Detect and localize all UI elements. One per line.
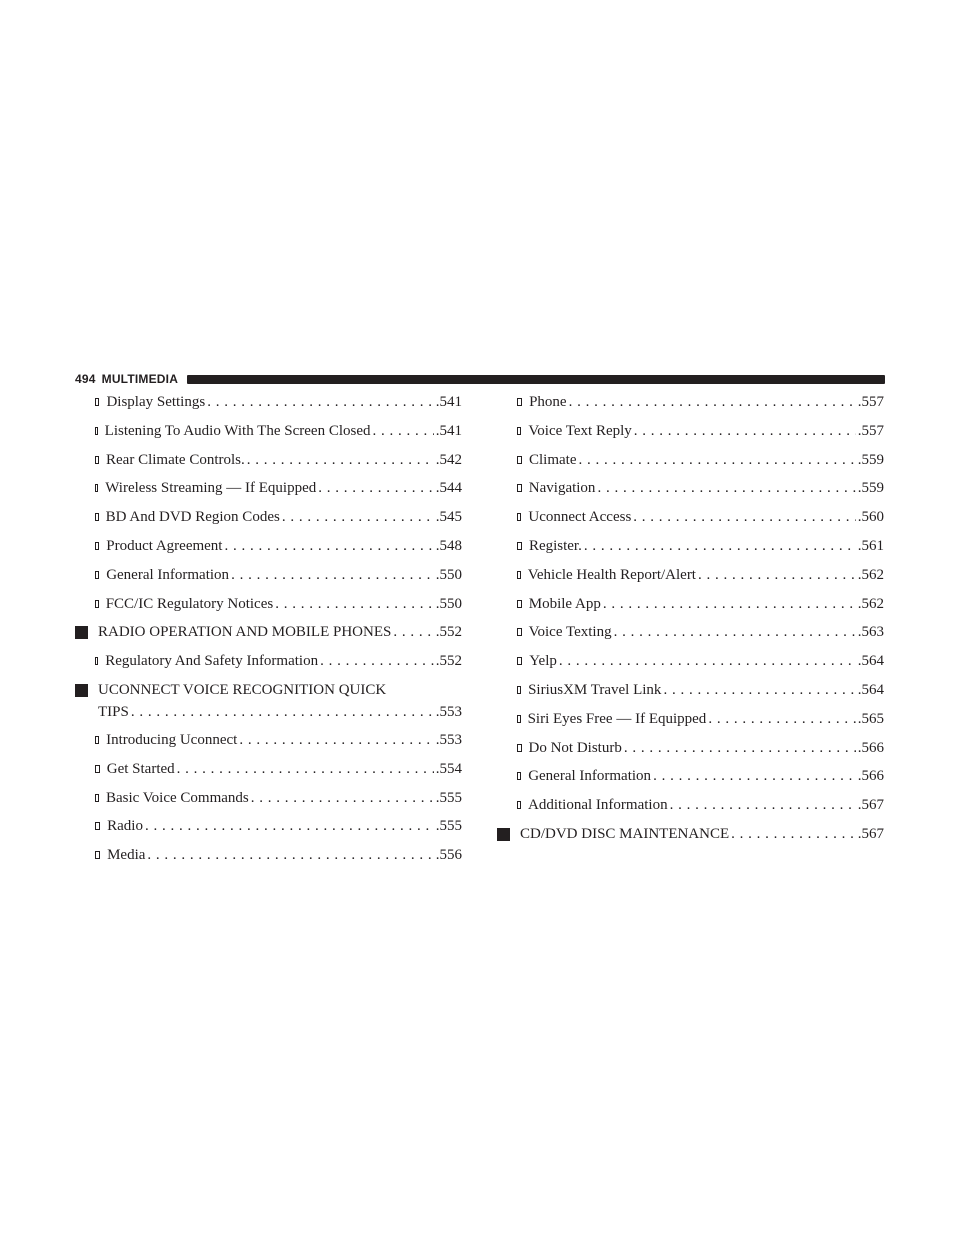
toc-right-column — [497, 391, 884, 852]
toc-left-column — [75, 391, 462, 873]
dot-leader — [282, 506, 434, 528]
toc-entry-label: Climate — [528, 451, 577, 468]
sub-bullet-icon — [95, 822, 100, 830]
toc-entry-vehicle-health-report[interactable] — [497, 564, 884, 593]
dot-leader — [698, 564, 856, 586]
sub-bullet-icon — [517, 484, 522, 492]
toc-entry-label: SiriusXM Travel Link — [528, 681, 662, 698]
toc-entry-mobile-app[interactable] — [497, 593, 884, 622]
toc-entry-page: .554 — [435, 760, 462, 777]
toc-entry-radio[interactable] — [75, 815, 462, 844]
toc-entry-page: .566 — [857, 739, 884, 756]
dot-leader — [177, 758, 434, 780]
toc-entry-page: .559 — [857, 480, 884, 497]
toc-entry-page: .545 — [435, 509, 462, 526]
dot-leader — [207, 391, 434, 413]
sub-bullet-icon — [517, 456, 522, 464]
toc-entry-basic-voice-commands[interactable] — [75, 787, 462, 816]
dot-leader — [578, 449, 855, 471]
toc-entry-page: .553 — [435, 703, 462, 720]
toc-entry-label: Listening To Audio With The Screen Closed — [104, 422, 371, 439]
toc-entry-label: Mobile App — [528, 595, 601, 612]
toc-entry-cd-dvd-maintenance[interactable] — [497, 823, 884, 852]
toc-entry-page: .562 — [857, 595, 884, 612]
toc-entry-label: Vehicle Health Report/Alert — [527, 566, 696, 583]
dot-leader — [663, 679, 855, 701]
dot-leader — [569, 391, 856, 413]
toc-entry-page: .552 — [435, 624, 462, 641]
main-bullet-icon — [75, 626, 88, 639]
toc-entry-page: .563 — [857, 624, 884, 641]
header-rule — [187, 375, 885, 384]
main-bullet-icon — [497, 828, 510, 841]
sub-bullet-icon — [517, 715, 521, 723]
toc-entry-page: .564 — [857, 653, 884, 670]
toc-entry-page: .548 — [435, 537, 462, 554]
toc-entry-page: .550 — [435, 595, 462, 612]
toc-entry-page: .541 — [435, 422, 462, 439]
toc-entry-page: .561 — [857, 537, 884, 554]
dot-leader — [275, 593, 434, 615]
toc-entry-phone[interactable] — [497, 391, 884, 420]
toc-entry-uconnect-voice-tips[interactable] — [75, 679, 462, 729]
sub-bullet-icon — [95, 765, 100, 773]
toc-entry-listening-screen-closed[interactable] — [75, 420, 462, 449]
dot-leader — [224, 535, 433, 557]
toc-entry-page: .553 — [435, 731, 462, 748]
toc-entry-label: Siri Eyes Free — If Equipped — [527, 710, 707, 727]
toc-entry-regulatory-safety[interactable] — [75, 650, 462, 679]
toc-entry-product-agreement[interactable] — [75, 535, 462, 564]
sub-bullet-icon — [95, 657, 98, 665]
sub-bullet-icon — [517, 744, 522, 752]
toc-entry-label: Product Agreement — [106, 537, 223, 554]
sub-bullet-icon — [95, 456, 99, 464]
toc-entry-label: Additional Information — [528, 797, 668, 814]
dot-leader — [372, 420, 433, 442]
sub-bullet-icon — [517, 628, 522, 636]
dot-leader — [231, 564, 434, 586]
toc-entry-page: .550 — [435, 566, 462, 583]
sub-bullet-icon — [95, 484, 98, 492]
toc-entry-page: .556 — [435, 847, 462, 864]
toc-entry-page: .557 — [857, 394, 884, 410]
dot-leader — [731, 823, 856, 845]
toc-entry-media[interactable] — [75, 844, 462, 873]
toc-entry-display-settings[interactable] — [75, 391, 462, 420]
dot-leader — [131, 701, 434, 723]
toc-entry-page: .542 — [435, 451, 462, 468]
toc-entry-page: .567 — [857, 797, 884, 814]
toc-entry-label: TIPS — [98, 703, 129, 720]
toc-entry-wireless-streaming[interactable] — [75, 477, 462, 506]
sub-bullet-icon — [95, 600, 99, 608]
dot-leader — [670, 794, 856, 816]
sub-bullet-icon — [517, 801, 521, 809]
toc-entry-label-line1: UCONNECT VOICE RECOGNITION QUICK — [98, 681, 387, 698]
dot-leader — [653, 765, 856, 787]
toc-entry-label: Uconnect Access — [528, 509, 632, 526]
dot-leader — [559, 650, 856, 672]
sub-bullet-icon — [95, 398, 99, 406]
dot-leader — [614, 621, 856, 643]
toc-entry-page: .557 — [857, 422, 884, 439]
toc-entry-label: Introducing Uconnect — [106, 731, 238, 748]
toc-entry-yelp[interactable] — [497, 650, 884, 679]
toc-entry-siriusxm-travel-link[interactable] — [497, 679, 884, 708]
sub-bullet-icon — [517, 513, 521, 521]
toc-entry-label: Regulatory And Safety Information — [105, 653, 319, 670]
toc-entry-page: .565 — [857, 710, 884, 727]
toc-entry-label: Yelp — [529, 653, 557, 670]
toc-entry-page: .552 — [435, 653, 462, 670]
toc-entry-navigation[interactable] — [497, 477, 884, 506]
toc-entry-voice-text-reply[interactable] — [497, 420, 884, 449]
toc-entry-siri-eyes-free[interactable] — [497, 708, 884, 737]
toc-entry-label: Radio — [107, 818, 143, 835]
toc-entry-label: CD/DVD DISC MAINTENANCE — [520, 825, 730, 842]
toc-entry-label: General Information — [528, 768, 652, 785]
dot-leader — [584, 535, 856, 557]
sub-bullet-icon — [95, 542, 99, 550]
toc-entry-page: .564 — [857, 681, 884, 698]
sub-bullet-icon — [95, 427, 98, 435]
running-head — [75, 372, 885, 386]
toc-entry-fcc-ic-notices[interactable] — [75, 593, 462, 622]
toc-entry-rear-climate-controls[interactable] — [75, 449, 462, 478]
toc-entry-page: .541 — [435, 394, 462, 410]
dot-leader — [145, 815, 434, 837]
toc-entry-climate[interactable] — [497, 449, 884, 478]
toc-entry-label: Display Settings — [106, 394, 206, 410]
toc-entry-label: Voice Text Reply — [528, 422, 632, 439]
toc-entry-page: .562 — [857, 566, 884, 583]
sub-bullet-icon — [95, 851, 100, 859]
toc-entry-additional-information[interactable] — [497, 794, 884, 823]
toc-entry-label: Register. — [528, 537, 582, 554]
toc-entry-label: Voice Texting — [528, 624, 612, 641]
sub-bullet-icon — [517, 772, 521, 780]
sub-bullet-icon — [517, 600, 522, 608]
main-bullet-icon — [75, 684, 88, 697]
sub-bullet-icon — [517, 571, 521, 579]
dot-leader — [239, 729, 433, 751]
toc-entry-uconnect-access[interactable] — [497, 506, 884, 535]
toc-entry-page: .555 — [435, 818, 462, 835]
dot-leader — [603, 593, 856, 615]
toc-entry-page: .555 — [435, 789, 462, 806]
dot-leader — [318, 477, 433, 499]
toc-entry-get-started[interactable] — [75, 758, 462, 787]
dot-leader — [634, 420, 856, 442]
toc-entry-label: FCC/IC Regulatory Notices — [105, 595, 274, 612]
sub-bullet-icon — [517, 657, 522, 665]
dot-leader — [320, 650, 434, 672]
sub-bullet-icon — [95, 736, 99, 744]
toc-entry-bd-dvd-region-codes[interactable] — [75, 506, 462, 535]
dot-leader — [633, 506, 855, 528]
dot-leader — [624, 737, 856, 759]
toc-entry-voice-texting[interactable] — [497, 621, 884, 650]
section-title: MULTIMEDIA — [101, 372, 179, 386]
sub-bullet-icon — [517, 686, 521, 694]
toc-entry-label: Media — [107, 847, 146, 864]
toc-entry-label: Rear Climate Controls. — [106, 451, 245, 468]
sub-bullet-icon — [517, 542, 522, 550]
toc-entry-label: Do Not Disturb — [528, 739, 622, 756]
toc-entry-label: Get Started — [106, 760, 175, 777]
toc-entry-page: .566 — [857, 768, 884, 785]
toc-entry-label: General Information — [106, 566, 230, 583]
dot-leader — [597, 477, 855, 499]
toc-entry-general-information[interactable] — [75, 564, 462, 593]
page-number: 494 — [75, 372, 96, 386]
toc-entry-label: Phone — [529, 394, 567, 410]
sub-bullet-icon — [95, 794, 99, 802]
dot-leader — [708, 708, 855, 730]
toc-entry-label: Wireless Streaming — If Equipped — [105, 480, 317, 497]
dot-leader — [251, 787, 434, 809]
toc-entry-do-not-disturb[interactable] — [497, 737, 884, 766]
toc-entry-page: .567 — [857, 825, 884, 842]
toc-entry-introducing-uconnect[interactable] — [75, 729, 462, 758]
toc-entry-general-information-2[interactable] — [497, 765, 884, 794]
dot-leader — [393, 621, 433, 643]
toc-entry-page: .560 — [857, 509, 884, 526]
sub-bullet-icon — [95, 513, 99, 521]
toc-entry-radio-operation[interactable] — [75, 621, 462, 650]
toc-entry-page: .559 — [857, 451, 884, 468]
sub-bullet-icon — [95, 571, 99, 579]
sub-bullet-icon — [517, 398, 522, 406]
dot-leader — [247, 449, 434, 471]
dot-leader — [147, 844, 433, 866]
toc-entry-label: RADIO OPERATION AND MOBILE PHONES — [98, 624, 392, 641]
sub-bullet-icon — [517, 427, 521, 435]
toc-entry-register[interactable] — [497, 535, 884, 564]
toc-entry-page: .544 — [435, 480, 462, 497]
toc-entry-label: BD And DVD Region Codes — [105, 509, 280, 526]
toc-entry-label: Basic Voice Commands — [105, 789, 249, 806]
toc-entry-label: Navigation — [528, 480, 596, 497]
